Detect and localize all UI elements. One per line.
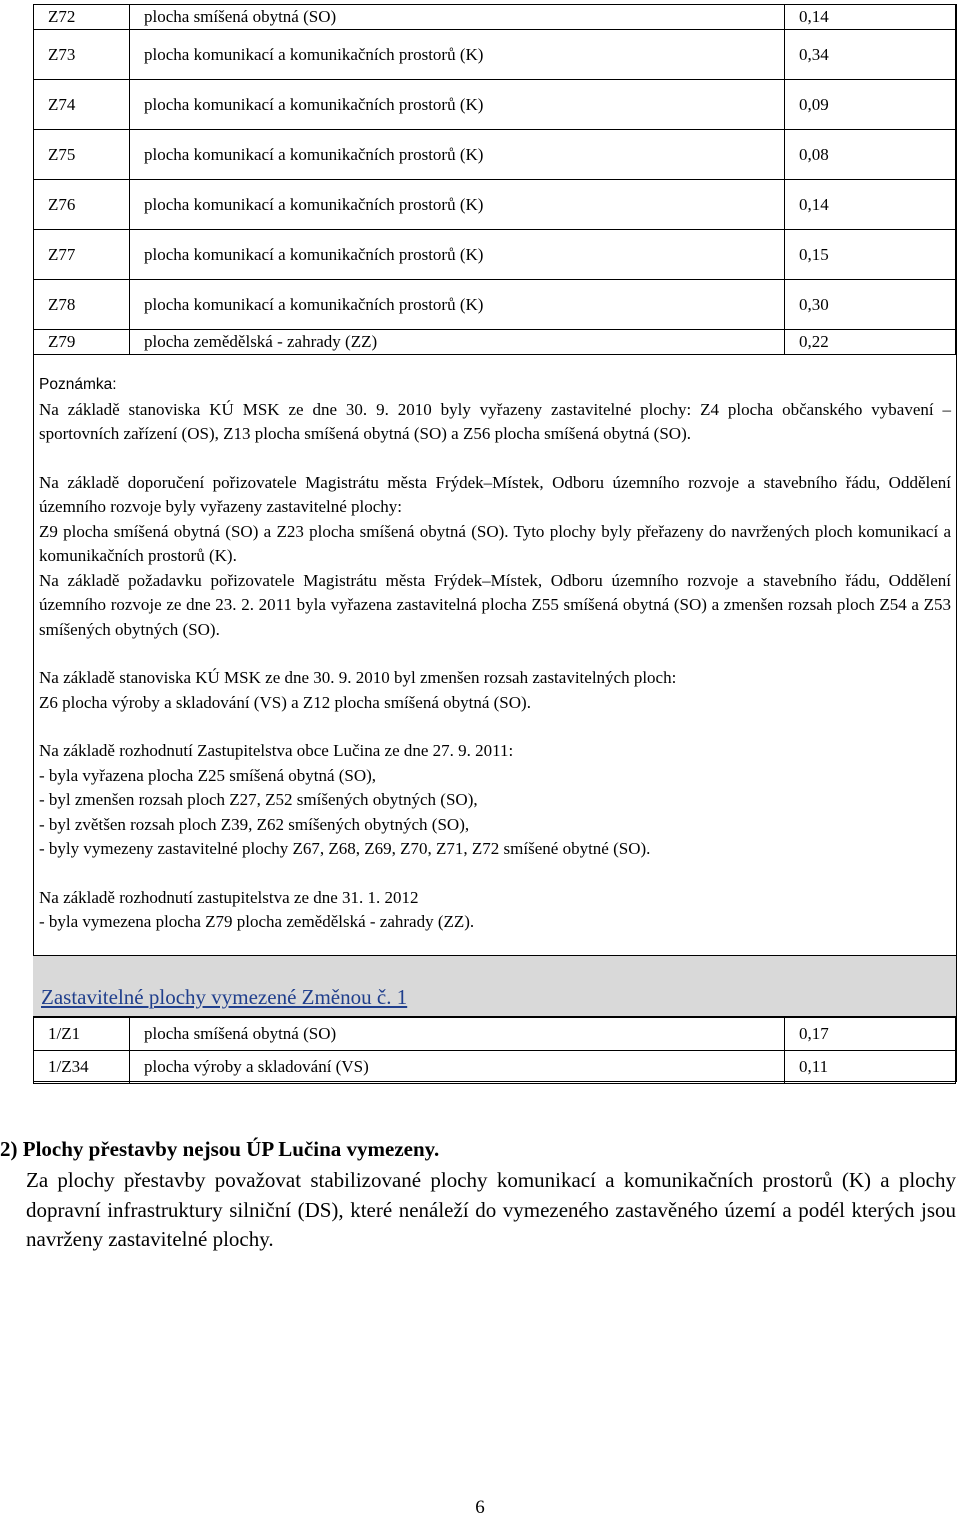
code-cell: Z73 bbox=[34, 30, 130, 80]
areas-table bbox=[33, 4, 956, 355]
note-paragraph: Na základě rozhodnutí Zastupitelstva obce Lučina ze dne 27. 9. 2011: bbox=[39, 741, 514, 760]
desc-cell: plocha komunikací a komunikačních prostorů (K) bbox=[130, 130, 785, 180]
note-paragraph: Na základě doporučení pořizovatele Magistrátu města Frýdek–Místek, Odboru územního rozvoje a stavebního řádu, Oddělení územního rozvoje byly vyřazeny zastavitelné plochy: bbox=[39, 472, 951, 516]
table-row bbox=[34, 280, 956, 330]
desc-cell: plocha smíšená obytná (SO) bbox=[130, 1017, 785, 1051]
desc-cell: plocha smíšená obytná (SO) bbox=[130, 5, 785, 30]
code-cell: 1/Z34 bbox=[34, 1051, 130, 1084]
desc-cell: plocha komunikací a komunikačních prostorů (K) bbox=[130, 30, 785, 80]
table-row bbox=[34, 330, 956, 355]
code-cell: Z76 bbox=[34, 180, 130, 230]
list-item: - byl zmenšen rozsah ploch Z27, Z52 smíšených obytných (SO), bbox=[39, 790, 478, 809]
desc-cell: plocha komunikací a komunikačních prostorů (K) bbox=[130, 180, 785, 230]
area-cell: 0,22 bbox=[785, 330, 956, 355]
table-row bbox=[34, 1051, 956, 1084]
list-item: - byly vymezeny zastavitelné plochy Z67, Z68, Z69, Z70, Z71, Z72 smíšené obytné (SO). bbox=[39, 839, 651, 858]
note-paragraph: Z6 plocha výroby a skladování (VS) a Z12 plocha smíšená obytná (SO). bbox=[39, 692, 531, 712]
area-cell: 0,34 bbox=[785, 30, 956, 80]
code-cell: Z75 bbox=[34, 130, 130, 180]
table-row bbox=[34, 80, 956, 130]
table-row bbox=[34, 180, 956, 230]
code-cell: Z78 bbox=[34, 280, 130, 330]
page-number: 6 bbox=[475, 1497, 485, 1518]
desc-cell: plocha komunikací a komunikačních prostorů (K) bbox=[130, 280, 785, 330]
area-cell: 0,09 bbox=[785, 80, 956, 130]
section-paragraph: Za plochy přestavby považovat stabilizované plochy komunikací a komunikačních prostorů (K) a plochy dopravní infrastruktury silniční (DS), které nenáleží do vymezeného zastavěného území a podél kterých jsou navrženy zastavitelné plochy. bbox=[26, 1168, 956, 1251]
note-label: Poznámka: bbox=[39, 376, 117, 393]
list-item: - byla vyřazena plocha Z25 smíšená obytná (SO), bbox=[39, 765, 377, 785]
area-cell: 0,14 bbox=[785, 180, 956, 230]
area-cell: 0,11 bbox=[785, 1051, 956, 1084]
note-paragraph: Z9 plocha smíšená obytná (SO) a Z23 plocha smíšená obytná (SO). Tyto plochy byly přeřazeny do navržených ploch komunikací a komunikačních prostorů (K). bbox=[39, 521, 951, 565]
section-heading: 2) Plochy přestavby nejsou ÚP Lučina vymezeny. bbox=[0, 1137, 440, 1161]
desc-cell: plocha komunikací a komunikačních prostorů (K) bbox=[130, 80, 785, 130]
list-item: - byl zvětšen rozsah ploch Z39, Z62 smíšených obytných (SO), bbox=[39, 814, 470, 834]
code-cell: Z77 bbox=[34, 230, 130, 280]
area-cell: 0,17 bbox=[785, 1017, 956, 1051]
code-cell: 1/Z1 bbox=[34, 1017, 130, 1051]
code-cell: Z79 bbox=[34, 330, 130, 355]
list-item: - byla vymezena plocha Z79 plocha zemědělská - zahrady (ZZ). bbox=[39, 912, 475, 931]
table-row bbox=[34, 5, 956, 30]
desc-cell: plocha zemědělská - zahrady (ZZ) bbox=[130, 330, 785, 355]
note-paragraph: Na základě stanoviska KÚ MSK ze dne 30. 9. 2010 byl zmenšen rozsah zastavitelných ploch: bbox=[39, 668, 677, 687]
area-cell: 0,08 bbox=[785, 130, 956, 180]
table-row bbox=[34, 1017, 956, 1051]
area-cell: 0,15 bbox=[785, 230, 956, 280]
area-cell: 0,14 bbox=[785, 5, 956, 30]
table-row bbox=[34, 30, 956, 80]
code-cell: Z74 bbox=[34, 80, 130, 130]
note-paragraph: Na základě rozhodnutí zastupitelstva ze dne 31. 1. 2012 bbox=[39, 887, 419, 907]
desc-cell: plocha komunikací a komunikačních prostorů (K) bbox=[130, 230, 785, 280]
note-block bbox=[39, 373, 951, 935]
desc-cell: plocha výroby a skladování (VS) bbox=[130, 1051, 785, 1084]
table-row bbox=[34, 230, 956, 280]
table-row bbox=[34, 130, 956, 180]
code-cell: Z72 bbox=[34, 5, 130, 30]
note-paragraph: Na základě požadavku pořizovatele Magistrátu města Frýdek–Místek, Odboru územního rozvoje a stavebního řádu, Oddělení územního rozvoje ze dne 23. 2. 2011 byla vyřazena zastavitelná plocha Z55 smíšená obytná (SO) a zmenšen rozsah ploch Z54 a Z53 smíšených obytných (SO). bbox=[39, 570, 951, 639]
section-band bbox=[33, 955, 956, 1018]
area-cell: 0,30 bbox=[785, 280, 956, 330]
band-title: Zastavitelné plochy vymezené Změnou č. 1 bbox=[41, 985, 408, 1009]
note-paragraph: Na základě stanoviska KÚ MSK ze dne 30. 9. 2010 byly vyřazeny zastavitelné plochy: Z4 plocha občanského vybavení – sportovních zařízení (OS), Z13 plocha smíšená obytná (SO) a Z56 plocha smíšená obytná (SO). bbox=[39, 399, 951, 443]
change-table bbox=[33, 1016, 956, 1084]
